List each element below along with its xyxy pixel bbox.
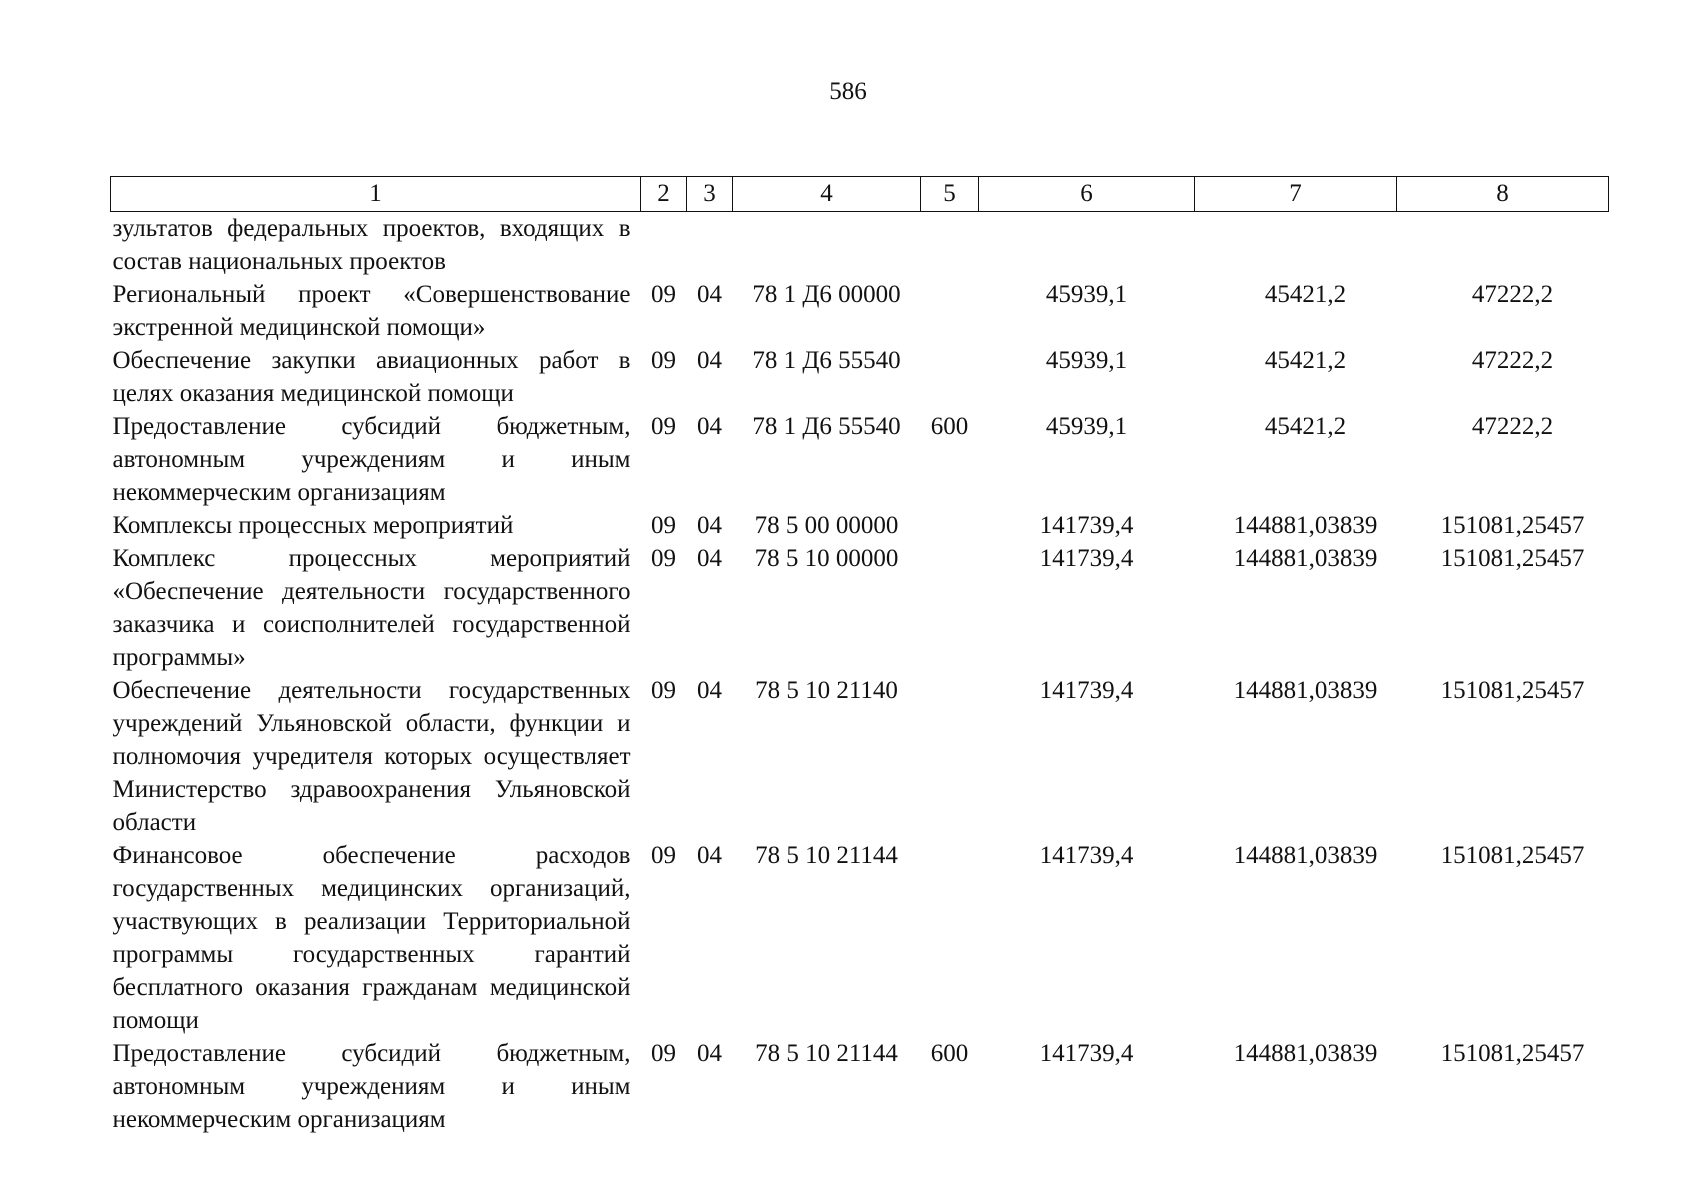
column-header: 6 bbox=[979, 177, 1195, 212]
amount-col7-cell: 144881,03839 bbox=[1233, 842, 1378, 869]
amount-col8-cell: 151081,25457 bbox=[1440, 512, 1585, 539]
row-name-cell: зультатов федеральных проектов, входящих в состав национальных проектов bbox=[112, 215, 631, 275]
column-header: 5 bbox=[921, 177, 979, 212]
section-code-cell bbox=[641, 212, 687, 279]
expense-type-cell bbox=[921, 839, 979, 1037]
section-code-cell: 09 bbox=[651, 545, 676, 572]
amount-col8-cell: 151081,25457 bbox=[1440, 677, 1585, 704]
column-header: 1 bbox=[111, 177, 641, 212]
amount-col7-cell bbox=[1195, 212, 1397, 279]
table-header-row bbox=[111, 177, 1609, 212]
amount-col8-cell: 151081,25457 bbox=[1440, 1040, 1585, 1067]
amount-col6-cell: 141739,4 bbox=[1039, 545, 1134, 572]
expense-type-cell bbox=[921, 509, 979, 542]
amount-col7-cell: 144881,03839 bbox=[1233, 545, 1378, 572]
row-name-cell: Предоставление субсидий бюджетным, автономным учреждениям и иным некоммерческим организациям bbox=[112, 413, 631, 506]
amount-col6-cell: 141739,4 bbox=[1039, 512, 1134, 539]
row-name-cell: Обеспечение деятельности государственных учреждений Ульяновской области, функции и полномочия учредителя которых осуществляет Министерство здравоохранения Ульяновской области bbox=[112, 677, 631, 836]
target-article-cell: 78 5 10 21140 bbox=[755, 677, 898, 704]
subsection-code-cell: 04 bbox=[697, 842, 722, 869]
table-row bbox=[111, 410, 1609, 509]
row-name-cell: Финансовое обеспечение расходов государственных медицинских организаций, участвующих в реализации Территориальной программы государственных гарантий бесплатного оказания гражданам медицинской помощи bbox=[112, 842, 631, 1034]
row-name-cell: Региональный проект «Совершенствование экстренной медицинской помощи» bbox=[112, 281, 631, 341]
section-code-cell: 09 bbox=[651, 842, 676, 869]
column-header: 4 bbox=[733, 177, 921, 212]
subsection-code-cell: 04 bbox=[697, 413, 722, 440]
table-row bbox=[111, 212, 1609, 279]
amount-col8-cell: 47222,2 bbox=[1471, 281, 1554, 308]
expense-type-cell bbox=[921, 542, 979, 674]
table-row bbox=[111, 1037, 1609, 1136]
target-article-cell: 78 1 Д6 55540 bbox=[752, 413, 901, 440]
table-row bbox=[111, 344, 1609, 410]
subsection-code-cell: 04 bbox=[697, 677, 722, 704]
table-row bbox=[111, 278, 1609, 344]
amount-col8-cell: 47222,2 bbox=[1471, 413, 1554, 440]
subsection-code-cell: 04 bbox=[697, 281, 722, 308]
table-row bbox=[111, 509, 1609, 542]
subsection-code-cell: 04 bbox=[697, 512, 722, 539]
subsection-code-cell: 04 bbox=[697, 1040, 722, 1067]
expense-type-cell bbox=[921, 674, 979, 839]
row-name-cell: Комплекс процессных мероприятий «Обеспечение деятельности государственного заказчика и соисполнителей государственной программы» bbox=[112, 545, 631, 671]
amount-col6-cell: 141739,4 bbox=[1039, 677, 1134, 704]
subsection-code-cell: 04 bbox=[697, 545, 722, 572]
budget-table bbox=[110, 176, 1609, 1136]
target-article-cell: 78 1 Д6 00000 bbox=[752, 281, 901, 308]
target-article-cell: 78 5 10 21144 bbox=[755, 842, 898, 869]
target-article-cell: 78 5 00 00000 bbox=[754, 512, 899, 539]
amount-col8-cell: 47222,2 bbox=[1471, 347, 1554, 374]
amount-col6-cell: 45939,1 bbox=[1045, 281, 1128, 308]
target-article-cell: 78 5 10 21144 bbox=[755, 1040, 898, 1067]
amount-col7-cell: 45421,2 bbox=[1264, 413, 1347, 440]
section-code-cell: 09 bbox=[651, 1040, 676, 1067]
column-header: 3 bbox=[687, 177, 733, 212]
amount-col6-cell: 141739,4 bbox=[1039, 842, 1134, 869]
expense-type-cell: 600 bbox=[930, 1040, 969, 1067]
target-article-cell bbox=[733, 212, 921, 279]
amount-col7-cell: 144881,03839 bbox=[1233, 677, 1378, 704]
subsection-code-cell bbox=[687, 212, 733, 279]
column-header: 2 bbox=[641, 177, 687, 212]
expense-type-cell bbox=[921, 278, 979, 344]
section-code-cell: 09 bbox=[651, 347, 676, 374]
amount-col6-cell bbox=[979, 212, 1195, 279]
column-header: 7 bbox=[1195, 177, 1397, 212]
target-article-cell: 78 1 Д6 55540 bbox=[752, 347, 901, 374]
section-code-cell: 09 bbox=[651, 413, 676, 440]
table-row bbox=[111, 839, 1609, 1037]
section-code-cell: 09 bbox=[651, 677, 676, 704]
section-code-cell: 09 bbox=[651, 281, 676, 308]
table-body bbox=[111, 212, 1609, 1137]
row-name-cell: Комплексы процессных мероприятий bbox=[112, 512, 514, 539]
expense-type-cell bbox=[921, 212, 979, 279]
page-number: 586 bbox=[829, 78, 867, 105]
amount-col6-cell: 45939,1 bbox=[1045, 347, 1128, 374]
column-header: 8 bbox=[1397, 177, 1609, 212]
table-row bbox=[111, 542, 1609, 674]
expense-type-cell: 600 bbox=[930, 413, 969, 440]
amount-col7-cell: 144881,03839 bbox=[1233, 1040, 1378, 1067]
amount-col7-cell: 45421,2 bbox=[1264, 347, 1347, 374]
section-code-cell: 09 bbox=[651, 512, 676, 539]
row-name-cell: Предоставление субсидий бюджетным, автономным учреждениям и иным некоммерческим организациям bbox=[112, 1040, 631, 1133]
amount-col7-cell: 45421,2 bbox=[1264, 281, 1347, 308]
target-article-cell: 78 5 10 00000 bbox=[754, 545, 899, 572]
row-name-cell: Обеспечение закупки авиационных работ в целях оказания медицинской помощи bbox=[112, 347, 631, 407]
subsection-code-cell: 04 bbox=[697, 347, 722, 374]
expense-type-cell bbox=[921, 344, 979, 410]
table-row bbox=[111, 674, 1609, 839]
amount-col8-cell: 151081,25457 bbox=[1440, 545, 1585, 572]
amount-col6-cell: 141739,4 bbox=[1039, 1040, 1134, 1067]
amount-col7-cell: 144881,03839 bbox=[1233, 512, 1378, 539]
amount-col8-cell: 151081,25457 bbox=[1440, 842, 1585, 869]
amount-col6-cell: 45939,1 bbox=[1045, 413, 1128, 440]
amount-col8-cell bbox=[1397, 212, 1609, 279]
